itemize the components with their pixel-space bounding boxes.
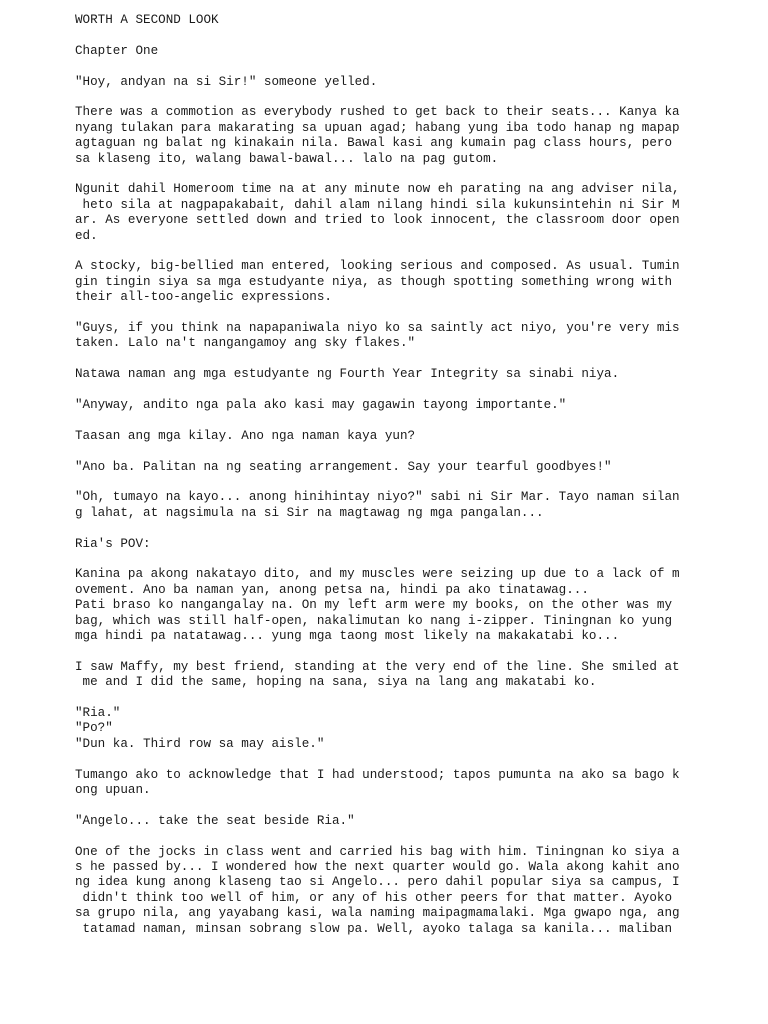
- paragraph: "Hoy, andyan na si Sir!" someone yelled.: [75, 74, 378, 89]
- chapter-heading: Chapter One: [75, 43, 159, 58]
- paragraph: "Oh, tumayo na kayo... anong hinihintay niyo?" sabi ni Sir Mar. Tayo naman silan g lahat, at nagsimula na si Sir na magtawag ng mga pangalan...: [75, 490, 680, 520]
- paragraph: I saw Maffy, my best friend, standing at the very end of the line. She smiled at me and I did the same, hoping na sana, siya na lang ang makatabi ko.: [75, 659, 680, 690]
- document-page: [75, 13, 685, 952]
- paragraph: Taasan ang mga kilay. Ano nga naman kaya yun?: [75, 428, 416, 443]
- paragraph: "Guys, if you think na napapaniwala niyo ko sa saintly act niyo, you're very mis taken. Lalo na't nangangamoy ang sky flakes.": [75, 321, 680, 351]
- paragraph: A stocky, big-bellied man entered, looking serious and composed. As usual. Tumin gin tingin siya sa mga estudyante niya, as though spotting something wrong with their all-too-angelic expressions.: [75, 259, 680, 305]
- paragraph: Kanina pa akong nakatayo dito, and my muscles were seizing up due to a lack of m ovement. Ano ba naman yan, anong petsa na, hindi pa ako tinatawag... Pati braso ko nangangalay na. On my left arm were my books, on the other was my bag, which was still half-open, nakalimutan ko nang i-zipper. Tiningnan ko yung mga hindi pa natatawag... yung mga taong most likely na makakatabi ko...: [75, 567, 680, 644]
- paragraph: One of the jocks in class went and carried his bag with him. Tiningnan ko siya a s he passed by... I wondered how the next quarter would go. Wala akong kahit ano ng idea kung anong klaseng tao si Angelo... pero dahil popular siya sa campus, I didn't think too well of him, or any of his other peers for that matter. Ayoko sa grupo nila, ang yayabang kasi, wala naming maipagmamalaki. Mga gwapo nga, ang tatamad naman, minsan sobrang slow pa. Well, ayoko talaga sa kanila... maliban: [75, 844, 680, 936]
- dialogue-block: "Ria." "Po?" "Dun ka. Third row sa may aisle.": [75, 706, 325, 751]
- paragraph: "Angelo... take the seat beside Ria.": [75, 813, 355, 828]
- paragraph: Ngunit dahil Homeroom time na at any minute now eh parating na ang adviser nila, heto sila at nagpapakabait, dahil alam nilang hindi sila kukunsintehin ni Sir M ar. As everyone settled down and tried to look innocent, the classroom door open ed.: [75, 182, 680, 243]
- paragraph: "Ano ba. Palitan na ng seating arrangement. Say your tearful goodbyes!": [75, 459, 612, 474]
- document-title: WORTH A SECOND LOOK: [75, 13, 219, 27]
- paragraph: Tumango ako to acknowledge that I had understood; tapos pumunta na ako sa bago k ong upuan.: [75, 767, 680, 798]
- paragraph: There was a commotion as everybody rushed to get back to their seats... Kanya ka nyang tulakan para makarating sa upuan agad; habang yung iba todo hanap ng mapap agtaguan ng balat ng kinakain nila. Bawal kasi ang kumain pag class hours, pero sa klaseng ito, walang bawal-bawal... lalo na pag gutom.: [75, 105, 680, 166]
- paragraph: Natawa naman ang mga estudyante ng Fourth Year Integrity sa sinabi niya.: [75, 367, 620, 382]
- pov-heading: Ria's POV:: [75, 536, 151, 551]
- paragraph: "Anyway, andito nga pala ako kasi may gagawin tayong importante.": [75, 398, 567, 413]
